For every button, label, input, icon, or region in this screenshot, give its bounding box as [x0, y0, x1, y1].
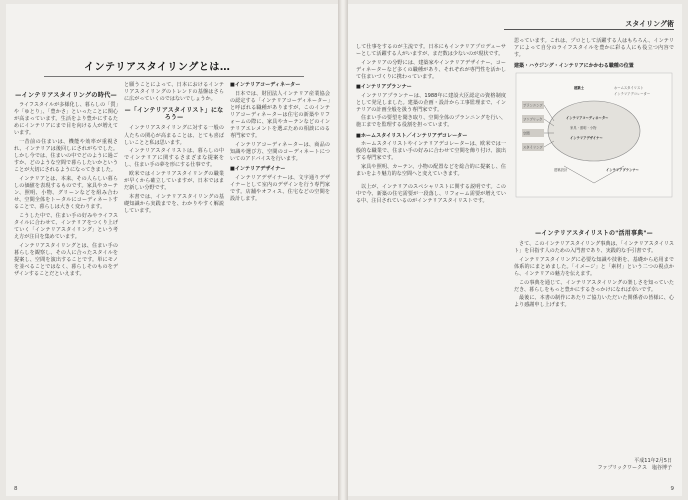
paragraph: 以上が、インテリアのスペシャリストに関する説明です。この中で今、新築の住宅需要が一段落し、リフォーム需要が増えている中、注目されているのがインテリアスタイリストです。 [356, 184, 506, 205]
signature-name: ファブリックワークス 塩谷博子 [597, 465, 672, 471]
paragraph: 一昔前の住まいは、機能や効率が重視され、インテリアは後回しにされがちでした。しかし今では、住まいの中でどのように過ごすか、どのような空間で暮らしたいかということが大切にされるようになってきました。 [14, 138, 118, 174]
diagram-label: インテリアデザイナー [570, 136, 603, 140]
diagram-title: 建築・ハウジング・インテリアにかかわる職種の位置 [514, 63, 634, 69]
paragraph: インテリアスタイリングに必要な知識や技術を、基礎から応用まで体系的にまとめました。「イメージ」と「素材」という二つの視点から、インテリアの魅力を伝えます。 [514, 256, 674, 277]
paragraph: インテリアスタイリングに対する一般の人たちの関心が高まることは、とても喜ばしいことと私は思います。 [124, 125, 224, 146]
diagram-label: インテリアデコレーター [614, 92, 651, 96]
paragraph: 欧米ではインテリアスタイリングの職業が早くから確立していますが、日本ではまだ新しい分野です。 [124, 171, 224, 192]
diagram-label: スタイリング [523, 145, 543, 150]
subsection-heading: ■インテリアデザイナー [230, 166, 286, 173]
diagram-label: インテリアコーディネーター [566, 116, 609, 120]
paragraph: この事典を通じて、インテリアスタイリングの楽しさを知っていただき、暮らしをもっと豊かにするきっかけになれば幸いです。 [514, 279, 674, 293]
text-column-2-bottom [514, 230, 674, 460]
diagram-label: インテリアプランナー [606, 168, 639, 172]
text-column-2-top [514, 38, 674, 59]
diagram-label: 空間 [523, 131, 530, 136]
text-column-2 [124, 82, 224, 482]
title-rule [44, 76, 304, 77]
page-title: インテリアスタイリングとは… [84, 62, 231, 73]
diagram-label: 家具・照明・小物 [570, 126, 597, 130]
page-number: 9 [670, 486, 674, 492]
subsection-heading: ■ホームスタイリスト／インテリアデコレーター [356, 132, 468, 139]
paragraph: 本書では、インテリアスタイリングの基礎知識から実践までを、わかりやすく解説しています。 [124, 193, 224, 214]
diagram-label: 建築士 [574, 86, 584, 90]
paragraph: 住まい手の要望を聞き取り、空間全体のプランニングを行い、施工までを監理する役割を担っています。 [356, 115, 506, 129]
subsection-heading: ■インテリアプランナー [356, 83, 412, 90]
paragraph: 日本では、財団法人インテリア産業協会の認定する「インテリアコーディネーター」と呼ばれる職種がありますが、このインテリアコーディネーターは住宅の新築やリフォームの際に、家具やカーテンなどのインテリアエレメントを選ぶための相談にのる専門家です。 [230, 90, 330, 140]
diagram-label: 建築設計 [554, 168, 568, 172]
section-heading: —インテリアスタイリストの"活用事典"— [535, 230, 653, 237]
paragraph: さて、このインテリアスタイリング事典は、「インテリアスタイリスト」を目指す人のための入門書であり、実践的な手引書です。 [514, 241, 674, 255]
diagram-label: ホームスタイリスト [614, 86, 644, 90]
diagram-label: ファブリック [523, 117, 543, 122]
paragraph: ホームスタイリストやインテリアデコレーターは、欧米では一般的な職業で、住まい手の好みに合わせて空間を飾り付け、演出する専門家です。 [356, 141, 506, 162]
text-column-1 [14, 102, 118, 482]
paragraph: インテリアとは、本来、その人らしい暮らしの価値を表現するものです。家具やカーテン、照明、小物、グリーンなどを組み合わせ、空間全体をトータルにコーディネートすることで、暮らしは大きく変わります。 [14, 175, 118, 211]
signature-date: 平成11年2月5日 [634, 458, 672, 464]
paragraph: して仕事をするのが主流です。日本にもインテリアプロデューサーとして活躍する人がいますが、まだ数は少ないのが現状です。 [356, 44, 506, 58]
paragraph: 最後に、本書の制作にあたりご協力いただいた関係者の皆様に、心より感謝申し上げます。 [514, 295, 674, 309]
center-ellipse [548, 101, 640, 161]
page-number: 8 [14, 486, 18, 492]
text-column-1 [356, 44, 506, 484]
paragraph: 家具や照明、カーテン、小物の配置などを総合的に提案し、住まいをより魅力的な空間へと変えていきます。 [356, 163, 506, 177]
paragraph: インテリアコーディネーターは、商品の知識や選び方、空間のコーディネートについてのアドバイスを行います。 [230, 141, 330, 162]
left-page [6, 4, 338, 496]
paragraph: インテリアの分野には、建築家やインテリアデザイナー、コーディネーターなど多くの職種があり、それぞれが専門性を活かして住まいづくりに携わっています。 [356, 59, 506, 80]
subsection-heading: ■インテリアコーディネーター [230, 82, 301, 88]
section-heading: —「インテリアスタイリスト」になろう— [124, 107, 224, 122]
diagram-figure [514, 71, 674, 201]
paragraph: ライフスタイルが多様化し、暮らしの「質」や「ゆとり」、「豊かさ」といったことに関心が高まっています。生活をより豊かにするためにインテリアにまで目を向ける人が増えています。 [14, 102, 118, 137]
paragraph: インテリアスタイリングとは、住まい手の暮らしを観察し、その人に合ったスタイルを提案し、空間を演出することです。単にモノを並べることではなく、暮らしそのものをデザインすることだといえます。 [14, 242, 118, 278]
paragraph: こうした中で、住まい手の好みやライフスタイルに合わせて、インテリアをつくり上げていく「インテリアスタイリング」という考え方が注目を集めています。 [14, 212, 118, 241]
paragraph: インテリアプランナーは、1988年に建設大臣認定の資格制度として発足しました。建築の企画・設計から工事監理まで、インテリアの計画全般を扱う専門家です。 [356, 92, 506, 113]
diagram-label: プランニング [523, 103, 543, 108]
paragraph: インテリアスタイリストは、暮らしの中でインテリアに関するさまざまな提案をし、住まい手の夢を形にする仕事です。 [124, 148, 224, 169]
header-rule [504, 29, 674, 30]
paragraph: 思っています。これは、プロとして活躍する人はもちろん、インテリアによって自分のライフスタイルを豊かに彩る人にも役立つ内容です。 [514, 38, 674, 59]
text-column-3 [230, 82, 330, 482]
paragraph: と願うことによって、日本におけるインテリアスタイリングのトレンドの基盤はさらに広がっていくのではないでしょうか。 [124, 82, 224, 103]
occupation-diagram [514, 62, 674, 222]
signature-block [598, 458, 672, 472]
book-gutter [338, 0, 348, 500]
paragraph: インテリアデザイナーは、文字通りデザイナーとして室内のデザインを行う専門家です。店舗やオフィス、住宅などの空間を設計します。 [230, 174, 330, 202]
right-page [348, 4, 682, 496]
section-heading: —インテリアスタイリングの時代— [15, 92, 117, 99]
header-label: スタイリング術 [625, 20, 674, 28]
running-header [504, 18, 674, 31]
